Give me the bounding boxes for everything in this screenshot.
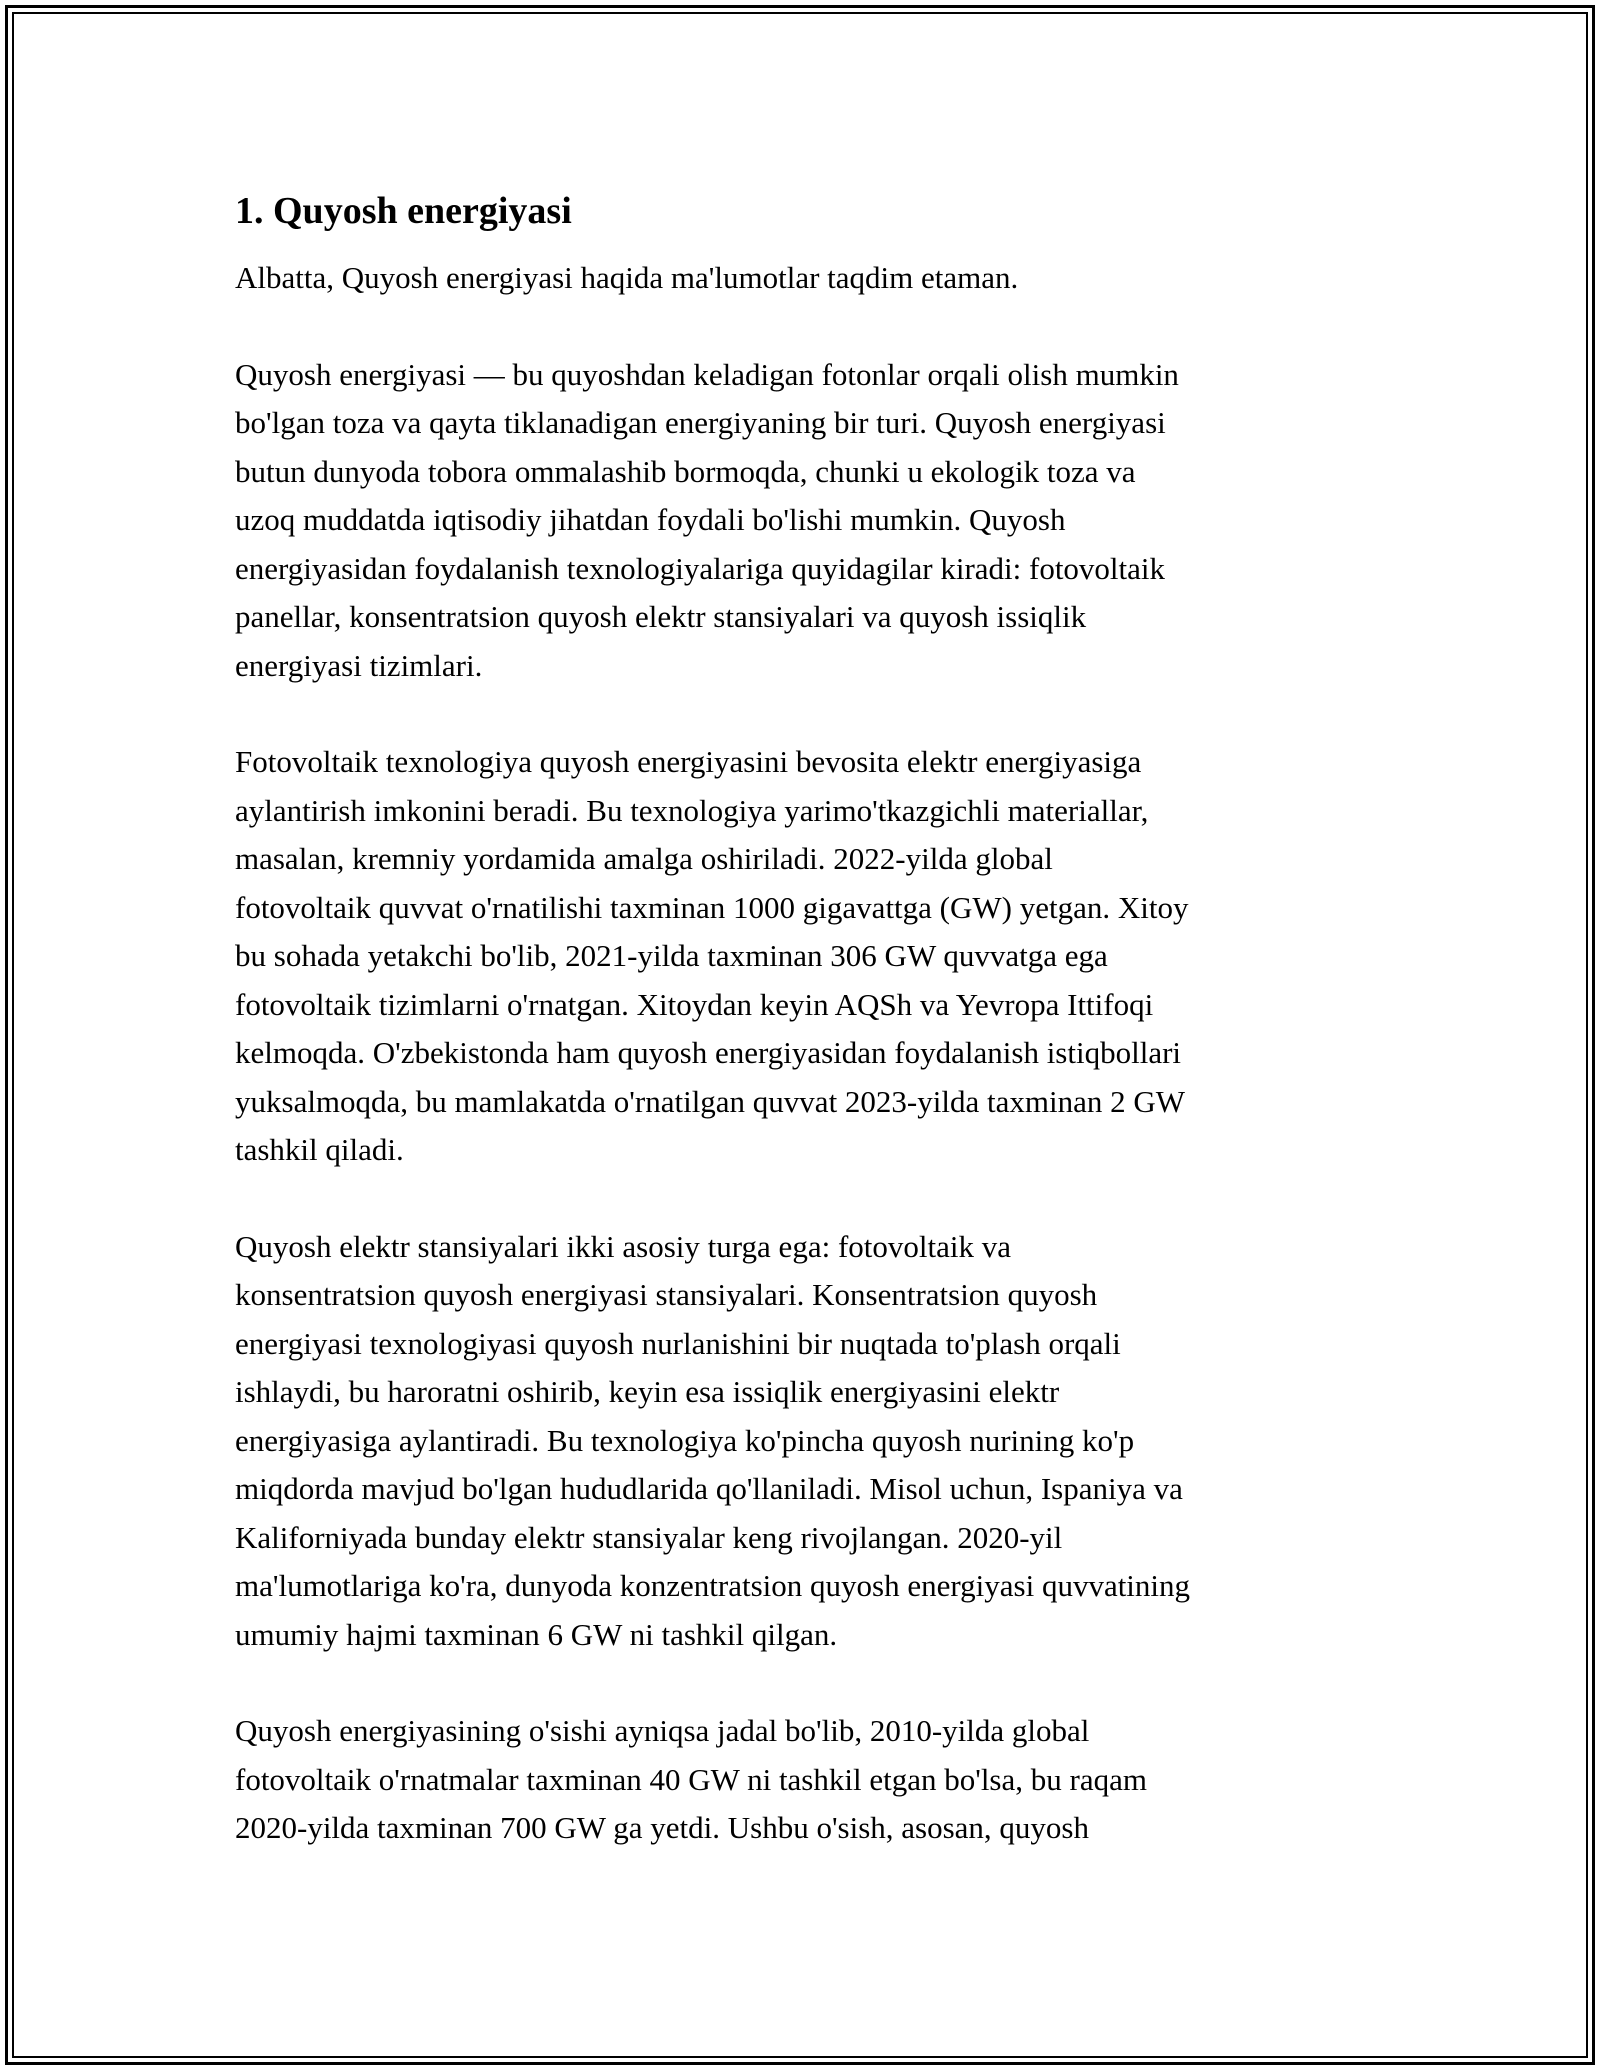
- paragraph-photovoltaic: Fotovoltaik texnologiya quyosh energiyasini bevosita elektr energiyasiga aylantirish imkonini beradi. Bu texnologiya yarimo'tkazgichli materiallar, masalan, kremniy yordamida amalga oshiriladi. 2022-yilda global fotovoltaik quvvat o'rnatilishi taxminan 1000 gigavattga (GW) yetgan. Xitoy bu sohada yetakchi bo'lib, 2021-yilda taxminan 306 GW quvvatga ega fotovoltaik tizimlarni o'rnatgan. Xitoydan keyin AQSh va Yevropa Ittifoqi kelmoqda. O'zbekistonda ham quyosh energiyasidan foydalanish istiqbollari yuksalmoqda, bu mamlakatda o'rnatilgan quvvat 2023-yilda taxminan 2 GW tashkil qiladi.: [235, 744, 1189, 1167]
- paragraph-power-stations: Quyosh elektr stansiyalari ikki asosiy turga ega: fotovoltaik va konsentratsion quyosh energiyasi stansiyalari. Konsentratsion quyosh energiyasi texnologiyasi quyosh nurlanishini bir nuqtada to'plash orqali ishlaydi, bu haroratni oshirib, keyin esa issiqlik energiyasini elektr energiyasiga aylantiradi. Bu texnologiya ko'pincha quyosh nurining ko'p miqdorda mavjud bo'lgan hududlarida qo'llaniladi. Misol uchun, Ispaniya va Kaliforniyada bunday elektr stansiyalar keng rivojlangan. 2020-yil ma'lumotlariga ko'ra, dunyoda konzentratsion quyosh energiyasi quvvatining umumiy hajmi taxminan 6 GW ni tashkil qilgan.: [235, 1228, 1191, 1652]
- document-body: [235, 186, 1375, 1901]
- section-heading: 1. Quyosh energiyasi: [235, 190, 572, 232]
- paragraph-growth: Quyosh energiyasining o'sishi ayniqsa jadal bo'lib, 2010-yilda global fotovoltaik o'rnatmalar taxminan 40 GW ni tashkil etgan bo'lsa, bu raqam 2020-yilda taxminan 700 GW ga yetdi. Ushbu o'sish, asosan, quyosh: [235, 1713, 1147, 1845]
- paragraph-definition: Quyosh energiyasi — bu quyoshdan keladigan fotonlar orqali olish mumkin bo'lgan toza va qayta tiklanadigan energiyaning bir turi. Quyosh energiyasi butun dunyoda tobora ommalashib bormoqda, chunki u ekologik toza va uzoq muddatda iqtisodiy jihatdan foydali bo'lishi mumkin. Quyosh energiyasidan foydalanish texnologiyalariga quyidagilar kiradi: fotovoltaik panellar, konsentratsion quyosh elektr stansiyalari va quyosh issiqlik energiyasi tizimlari.: [235, 356, 1179, 683]
- paragraph-intro: Albatta, Quyosh energiyasi haqida ma'lumotlar taqdim etaman.: [235, 260, 1019, 295]
